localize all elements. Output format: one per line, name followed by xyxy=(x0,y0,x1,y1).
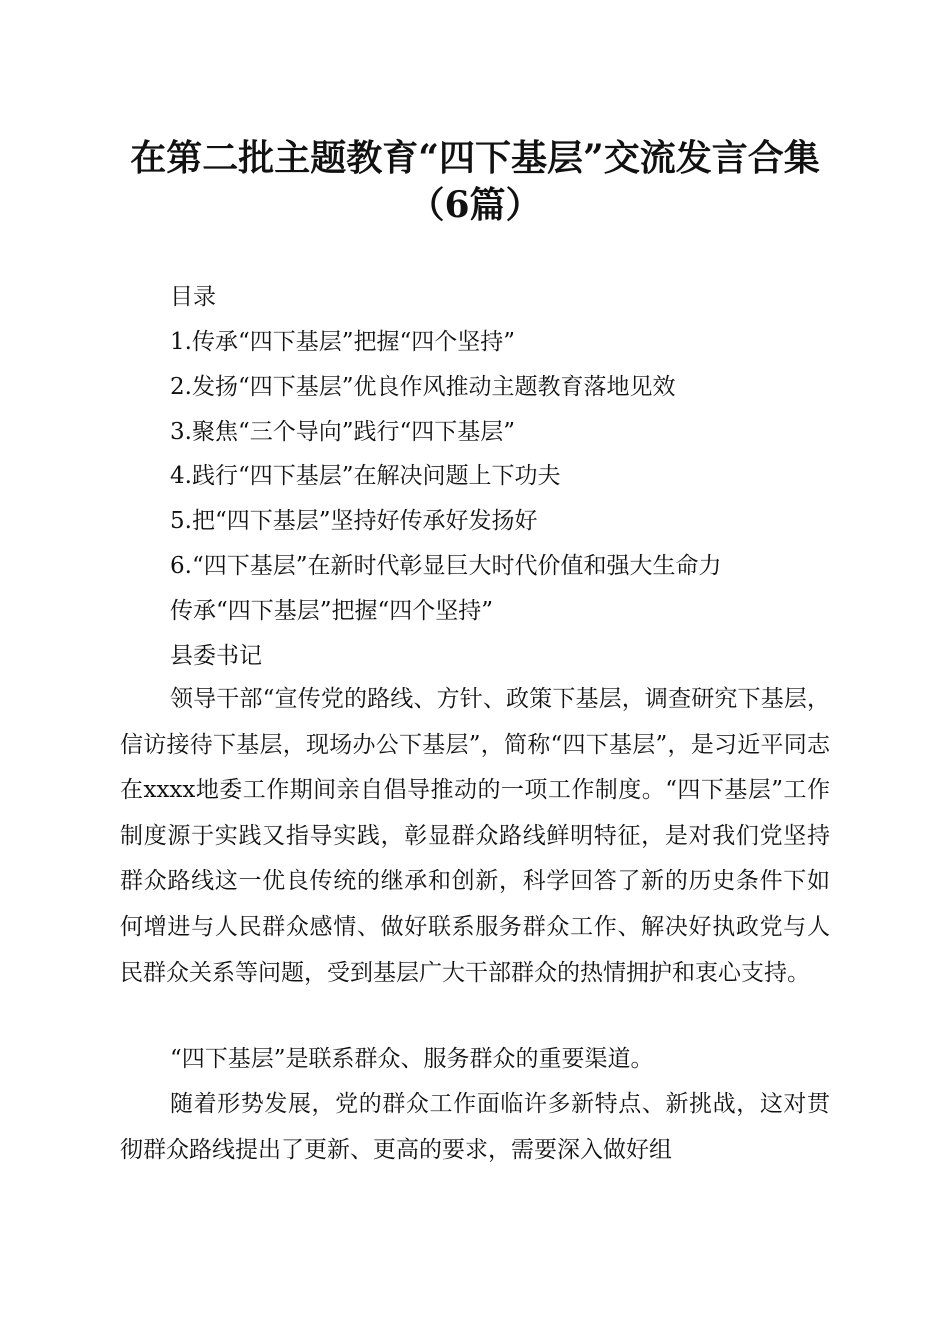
toc-item: 6.“四下基层”在新时代彰显巨大时代价值和强大生命力 xyxy=(170,553,722,579)
article-paragraph: 随着形势发展，党的群众工作面临许多新特点、新挑战，这对贯彻群众路线提出了更新、更高的要求，需要深入做好组 xyxy=(120,1091,830,1163)
toc-item: 5.把“四下基层”坚持好传承好发扬好 xyxy=(170,508,538,534)
toc-heading: 目录 xyxy=(170,284,216,310)
toc-item: 1.传承“四下基层”把握“四个坚持” xyxy=(170,329,515,355)
article-paragraph: 领导干部“宣传党的路线、方针、政策下基层，调查研究下基层，信访接待下基层，现场办公下基层”，简称“四下基层”，是习近平同志在xxxx地委工作期间亲自倡导推动的一项工作制度。“四下基层”工作制度源于实践又指导实践，彰显群众路线鲜明特征，是对我们党坚持群众路线这一优良传统的继承和创新，科学回答了新的历史条件下如何增进与人民群众感情、做好联系服务群众工作、解决好执政党与人民群众关系等问题，受到基层广大干部群众的热情拥护和衷心支持。 xyxy=(120,686,830,986)
toc-item: 3.聚焦“三个导向”践行“四下基层” xyxy=(170,419,515,445)
article-paragraph: “四下基层”是联系群众、服务群众的重要渠道。 xyxy=(170,1046,654,1072)
document-title: 在第二批主题教育“四下基层”交流发言合集 xyxy=(130,137,820,179)
article-author: 县委书记 xyxy=(170,643,262,669)
toc-item: 4.践行“四下基层”在解决问题上下功夫 xyxy=(170,463,561,489)
document-title-count: （6篇） xyxy=(408,184,542,226)
toc-item: 2.发扬“四下基层”优良作风推动主题教育落地见效 xyxy=(170,374,676,400)
article-title: 传承“四下基层”把握“四个坚持” xyxy=(170,598,494,624)
